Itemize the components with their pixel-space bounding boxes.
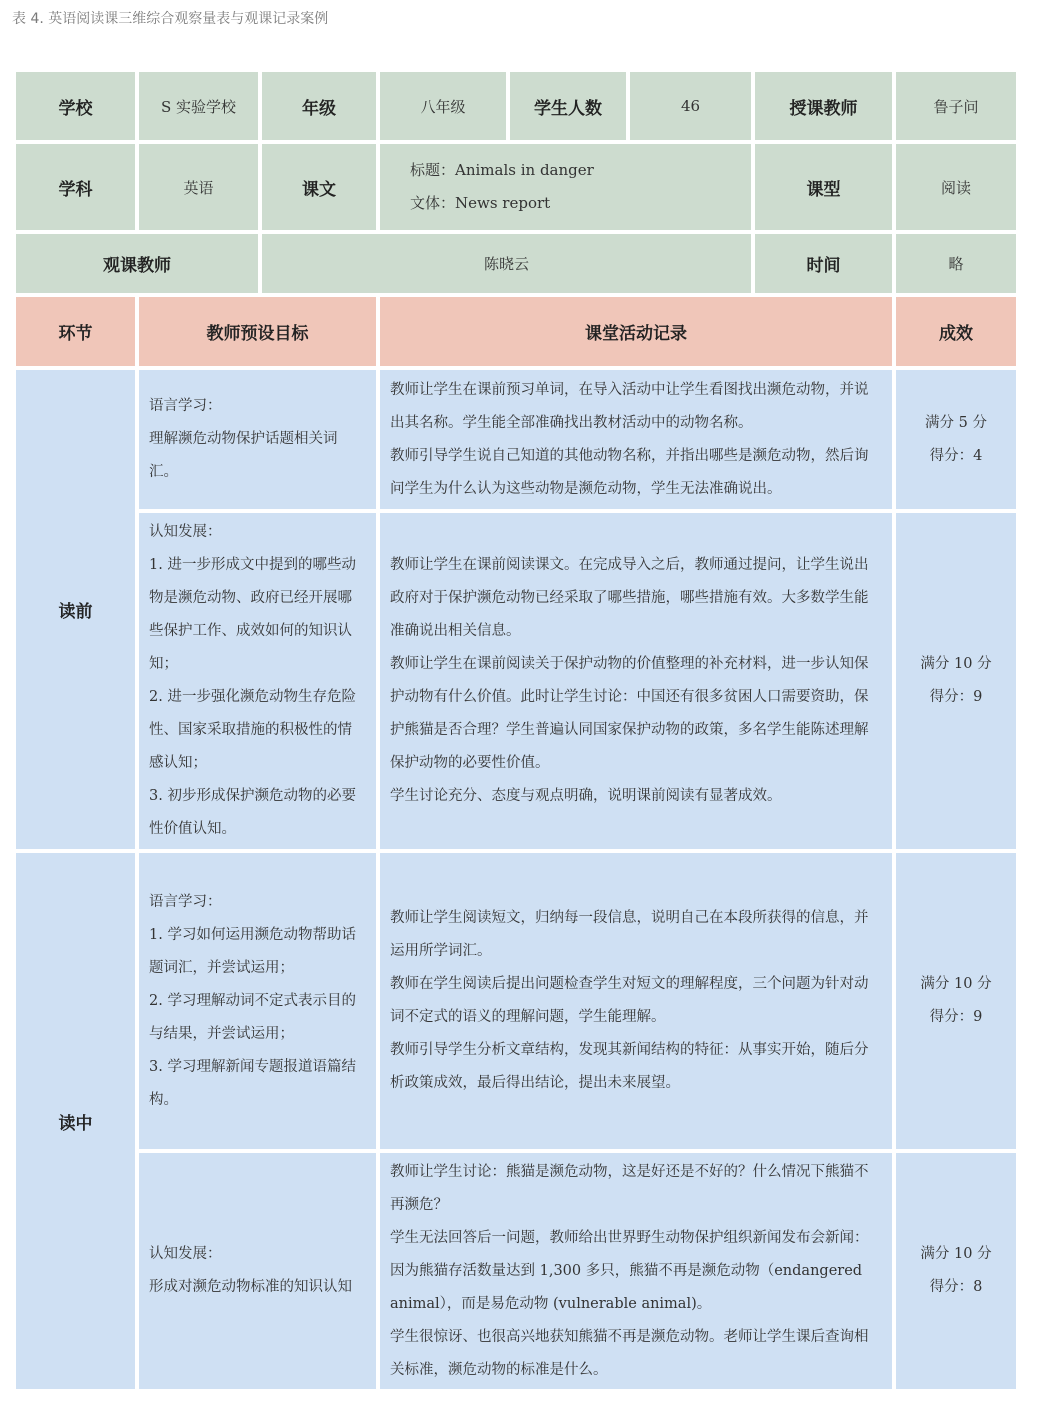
school-label: 学校 bbox=[16, 72, 135, 140]
goal-cell: 认知发展： 形成对濒危动物标准的知识认知 bbox=[139, 1153, 376, 1389]
result-cell: 满分 5 分 得分：4 bbox=[896, 370, 1016, 509]
grade-value: 八年级 bbox=[380, 72, 506, 140]
column-header-goal: 教师预设目标 bbox=[139, 297, 376, 366]
stage-name: 读前 bbox=[16, 370, 135, 849]
header-row-2 bbox=[16, 144, 1016, 230]
record-cell: 教师让学生在课前预习单词，在导入活动中让学生看图找出濒危动物，并说出其名称。学生能全部准确找出教材活动中的动物名称。 教师引导学生说自己知道的其他动物名称，并指出哪些是濒危动物，然后询问学生为什么认为这些动物是濒危动物，学生无法准确说出。 bbox=[380, 370, 892, 509]
students-label: 学生人数 bbox=[510, 72, 626, 140]
observer-label: 观课教师 bbox=[16, 234, 258, 293]
record-cell: 教师让学生在课前阅读课文。在完成导入之后，教师通过提问，让学生说出政府对于保护濒危动物已经采取了哪些措施，哪些措施有效。大多数学生能准确说出相关信息。 教师让学生在课前阅读关于保护动物的价值整理的补充材料，进一步认知保护动物有什么价值。此时让学生讨论：中国还有很多贫困人口需要资助，保护熊猫是否合理？学生普遍认同国家保护动物的政策，多名学生能陈述理解保护动物的必要性价值。 学生讨论充分、态度与观点明确，说明课前阅读有显著成效。 bbox=[380, 513, 892, 849]
header-row-3 bbox=[16, 234, 1016, 293]
column-header-stage: 环节 bbox=[16, 297, 135, 366]
type-label: 课型 bbox=[755, 144, 892, 230]
school-value: S 实验学校 bbox=[139, 72, 258, 140]
subject-value: 英语 bbox=[139, 144, 258, 230]
lesson-label: 课文 bbox=[262, 144, 376, 230]
result-cell: 满分 10 分 得分：9 bbox=[896, 853, 1016, 1149]
result-cell: 满分 10 分 得分：8 bbox=[896, 1153, 1016, 1389]
goal-cell: 认知发展： 1. 进一步形成文中提到的哪些动物是濒危动物、政府已经开展哪些保护工作、成效如何的知识认知； 2. 进一步强化濒危动物生存危险性、国家采取措施的积极性的情感认知； 3. 初步形成保护濒危动物的必要性价值认知。 bbox=[139, 513, 376, 849]
time-label: 时间 bbox=[755, 234, 892, 293]
lesson-genre: 文体：News report bbox=[410, 194, 551, 212]
goal-cell: 语言学习： 1. 学习如何运用濒危动物帮助话题词汇，并尝试运用； 2. 学习理解动词不定式表示目的与结果，并尝试运用； 3. 学习理解新闻专题报道语篇结构。 bbox=[139, 853, 376, 1149]
goal-cell: 语言学习： 理解濒危动物保护话题相关词汇。 bbox=[139, 370, 376, 509]
table-caption: 表 4. 英语阅读课三维综合观察量表与观课记录案例 bbox=[12, 11, 329, 27]
teacher-label: 授课教师 bbox=[755, 72, 892, 140]
observation-table bbox=[12, 68, 1020, 1393]
observer-value: 陈晓云 bbox=[262, 234, 751, 293]
stage-name: 读中 bbox=[16, 853, 135, 1389]
record-cell: 教师让学生讨论：熊猫是濒危动物，这是好还是不好的？什么情况下熊猫不再濒危？ 学生无法回答后一问题，教师给出世界野生动物保护组织新闻发布会新闻：因为熊猫存活数量达到 1,300 多只，熊猫不再是濒危动物（endangered animal），而是易危动物 (vulnerable animal)。 学生很惊讶、也很高兴地获知熊猫不再是濒危动物。老师让学生课后查询相关标准，濒危动物的标准是什么。 bbox=[380, 1153, 892, 1389]
table-row bbox=[16, 370, 1016, 509]
header-row-1 bbox=[16, 72, 1016, 140]
subject-label: 学科 bbox=[16, 144, 135, 230]
table-row bbox=[16, 1153, 1016, 1389]
students-value: 46 bbox=[630, 72, 751, 140]
column-header-result: 成效 bbox=[896, 297, 1016, 366]
teacher-value: 鲁子问 bbox=[896, 72, 1016, 140]
result-cell: 满分 10 分 得分：9 bbox=[896, 513, 1016, 849]
column-header-row bbox=[16, 297, 1016, 366]
time-value: 略 bbox=[896, 234, 1016, 293]
lesson-info bbox=[380, 144, 751, 230]
lesson-title: 标题：Animals in danger bbox=[410, 161, 594, 179]
type-value: 阅读 bbox=[896, 144, 1016, 230]
grade-label: 年级 bbox=[262, 72, 376, 140]
record-cell: 教师让学生阅读短文，归纳每一段信息，说明自己在本段所获得的信息，并运用所学词汇。 教师在学生阅读后提出问题检查学生对短文的理解程度，三个问题为针对动词不定式的语义的理解问题，学生能理解。 教师引导学生分析文章结构，发现其新闻结构的特征：从事实开始，随后分析政策成效，最后得出结论，提出未来展望。 bbox=[380, 853, 892, 1149]
table-row bbox=[16, 513, 1016, 849]
table-row bbox=[16, 853, 1016, 1149]
column-header-record: 课堂活动记录 bbox=[380, 297, 892, 366]
